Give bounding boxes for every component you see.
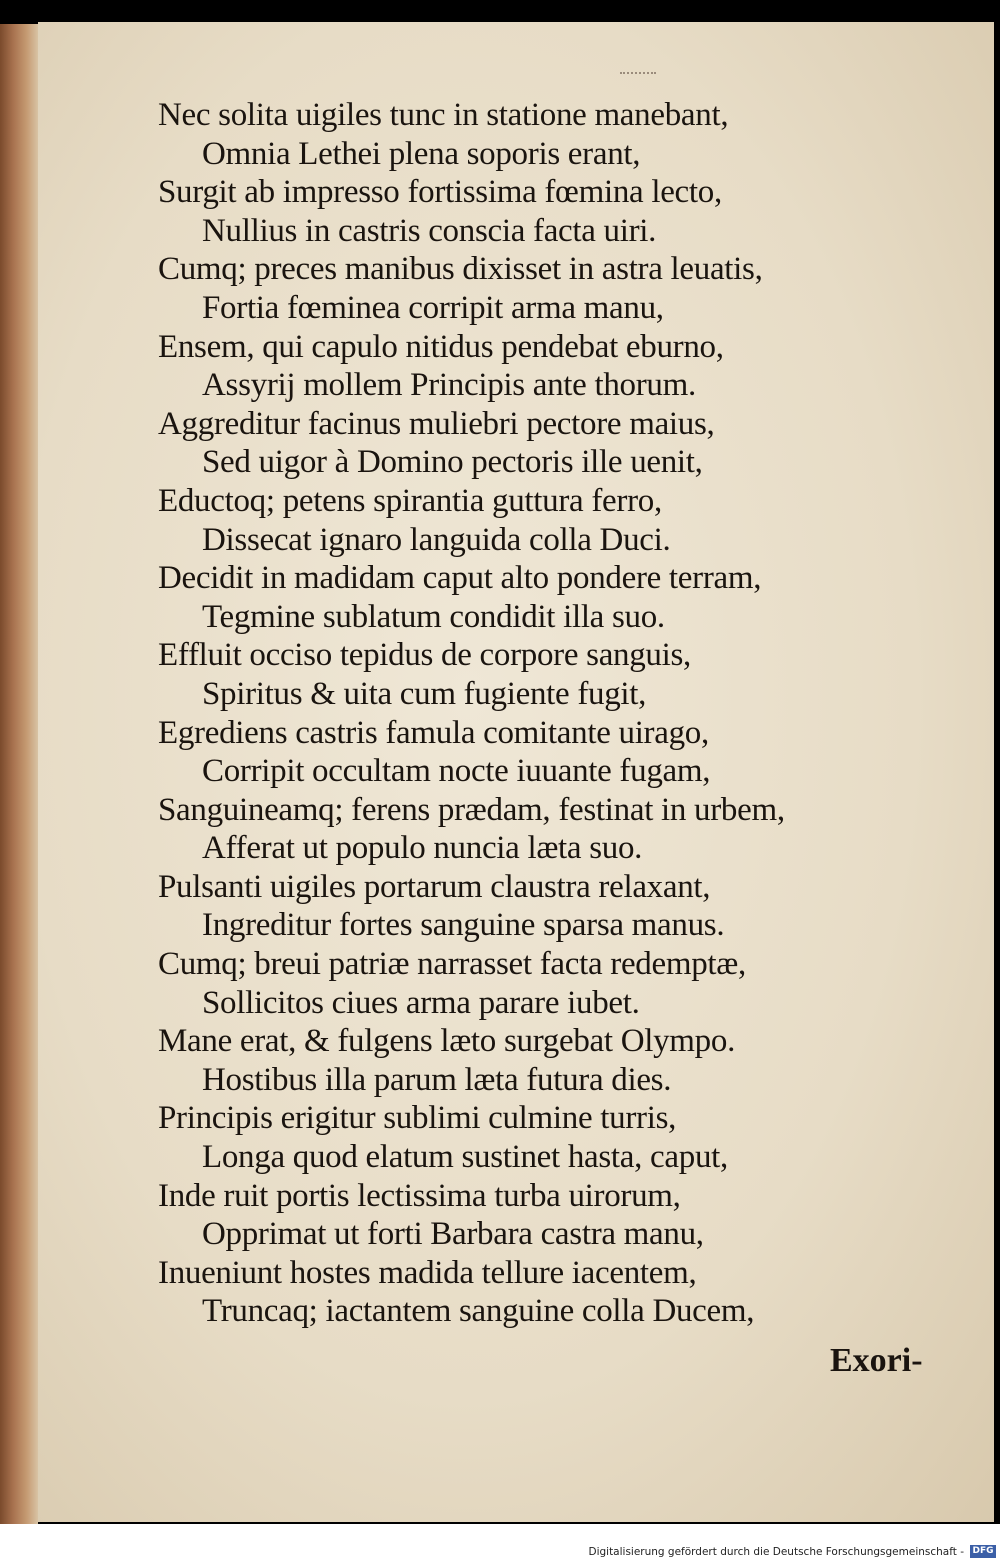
verse-line: Omnia Lethei plena soporis erant, xyxy=(202,135,641,172)
verse-line: Assyrij mollem Principis ante thorum. xyxy=(202,367,696,404)
verse-line: Eductoq; petens spirantia guttura ferro, xyxy=(158,482,662,519)
verse-line: Sed uigor à Domino pectoris ille uenit, xyxy=(202,444,703,481)
dfg-logo-icon: DFG xyxy=(970,1545,996,1558)
verse-line: Mane erat, & fulgens læto surgebat Olympo. xyxy=(158,1023,736,1060)
verse-line: Surgit ab impresso fortissima fœmina lecto, xyxy=(158,174,722,211)
verse-line: Ingreditur fortes sanguine sparsa manus. xyxy=(202,907,725,944)
verse-line: Hostibus illa parum læta futura dies. xyxy=(202,1061,672,1098)
verse-line: Nullius in castris conscia facta uiri. xyxy=(202,212,657,249)
verse-line: Sollicitos ciues arma parare iubet. xyxy=(202,984,640,1021)
verse-line: Corripit occultam nocte iuuante fugam, xyxy=(202,753,711,790)
verse-line: Nec solita uigiles tunc in statione manebant, xyxy=(158,97,729,133)
verse-line: Sanguineamq; ferens prædam, festinat in urbem, xyxy=(158,791,785,828)
verse-line: Cumq; preces manibus dixisset in astra leuatis, xyxy=(158,251,763,288)
verse-line: Inde ruit portis lectissima turba uirorum, xyxy=(158,1177,681,1214)
verse-line: Cumq; breui patriæ narrasset facta redemptæ, xyxy=(158,946,746,983)
book-spine-edge xyxy=(0,24,38,1524)
printer-mark xyxy=(620,72,656,78)
verse-line: Fortia fœminea corripit arma manu, xyxy=(202,289,664,326)
verse-line: Egrediens castris famula comitante uirago, xyxy=(158,714,709,751)
verse-line: Opprimat ut forti Barbara castra manu, xyxy=(202,1216,704,1253)
catchword: Exori- xyxy=(830,1342,923,1379)
verse-text-block xyxy=(158,96,938,1331)
verse-line: Pulsanti uigiles portarum claustra relaxant, xyxy=(158,868,711,905)
verse-line: Principis erigitur sublimi culmine turris, xyxy=(158,1100,677,1137)
verse-line: Truncaq; iactantem sanguine colla Ducem, xyxy=(202,1293,755,1330)
verse-line: Afferat ut populo nuncia læta suo. xyxy=(202,830,643,867)
verse-line: Effluit occiso tepidus de corpore sanguis, xyxy=(158,637,691,674)
verse-line: Aggreditur facinus muliebri pectore maius, xyxy=(158,405,715,442)
verse-line: Ensem, qui capulo nitidus pendebat eburno, xyxy=(158,328,724,365)
verse-line: Inueniunt hostes madida tellure iacentem, xyxy=(158,1254,697,1291)
verse-line: Decidit in madidam caput alto pondere terram, xyxy=(158,560,762,597)
verse-line: Spiritus & uita cum fugiente fugit, xyxy=(202,675,647,712)
funding-credit: Digitalisierung gefördert durch die Deutsche Forschungsgemeinschaft - xyxy=(588,1546,964,1558)
verse-line: Dissecat ignaro languida colla Duci. xyxy=(202,521,671,558)
verse-line: Tegmine sublatum condidit illa suo. xyxy=(202,598,665,635)
verse-line: Longa quod elatum sustinet hasta, caput, xyxy=(202,1139,728,1176)
